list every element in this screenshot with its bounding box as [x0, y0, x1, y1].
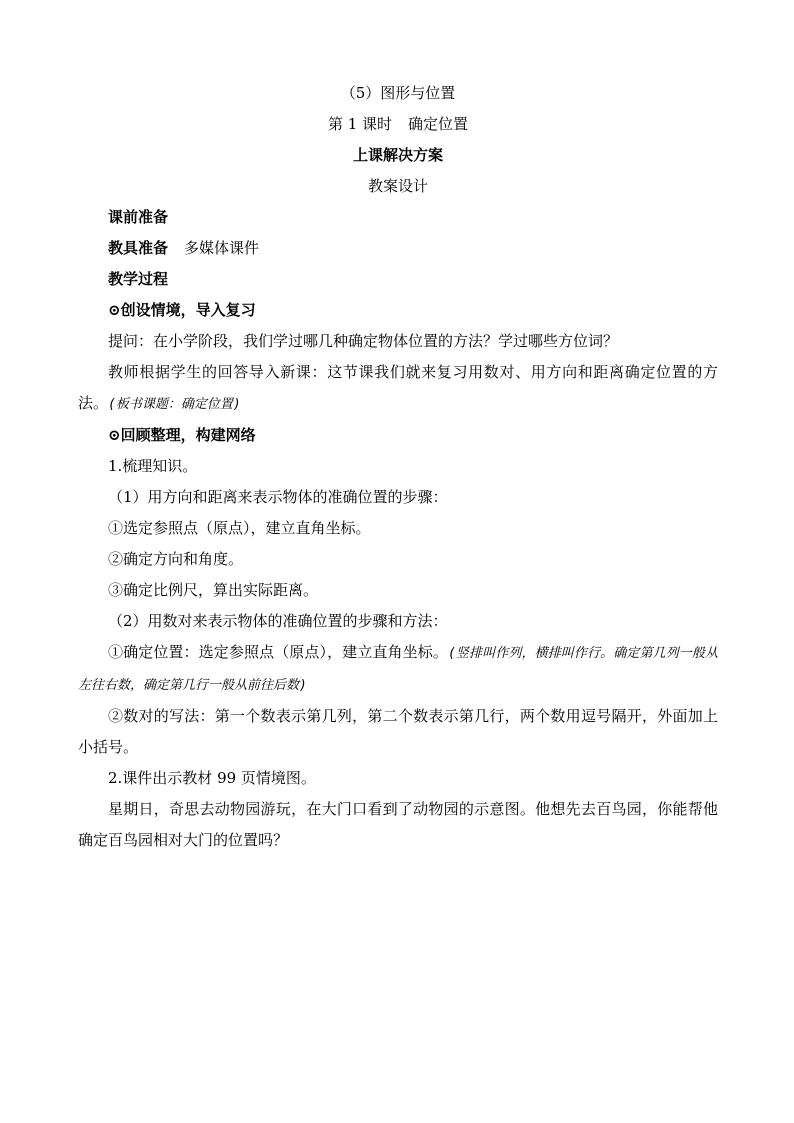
review-pair-1-note: (竖排叫作列，横排叫作行。确定第几列一般从左往右数，确定第几行一般从前往后数) [78, 646, 718, 693]
board-note: (板书课题：确定位置) [108, 397, 241, 412]
lesson-number: 第 1 课时 [327, 115, 393, 133]
review-story: 星期日，奇思去动物园游玩，在大门口看到了动物园的示意图。他想先去百鸟园，你能帮他确定百鸟园相对大门的位置吗？ [78, 800, 718, 849]
review-pair-1-paragraph [78, 637, 718, 701]
review-pair-1-text: ①确定位置：选定参照点（原点），建立直角坐标。 [108, 643, 448, 661]
review-sub-1: （1）用方向和距离来表示物体的准确位置的步骤： [108, 488, 448, 506]
review-item-1: 1.梳理知识。 [108, 457, 198, 475]
intro-teacher-paragraph [78, 357, 718, 420]
design-title: 教案设计 [367, 177, 428, 195]
tools-label: 教具准备 [108, 239, 169, 257]
process-heading: 教学过程 [108, 270, 169, 288]
review-step-3: ③确定比例尺，算出实际距离。 [108, 581, 319, 599]
review-step-1: ①选定参照点（原点），建立直角坐标。 [108, 519, 371, 537]
review-step-2: ②确定方向和角度。 [108, 550, 244, 568]
document-content [78, 78, 718, 856]
review-sub-2: （2）用数对来表示物体的准确位置的步骤和方法： [108, 612, 448, 630]
intro-question: 提问：在小学阶段，我们学过哪几种确定物体位置的方法？学过哪些方位词？ [108, 332, 619, 350]
plan-title: 上课解决方案 [352, 146, 443, 164]
lesson-title-line [78, 109, 718, 140]
unit-title: （5）图形与位置 [340, 84, 456, 102]
intro-teacher-text: 教师根据学生的回答导入新课：这节课我们就来复习用数对、用方向和距离确定位置的方法。 [78, 363, 718, 412]
review-pair-2: ②数对的写法：第一个数表示第几列，第二个数表示第几行，两个数用逗号隔开，外面加上小括号。 [78, 707, 718, 756]
intro-heading: ⊙创设情境，导入复习 [108, 301, 256, 319]
prep-heading: 课前准备 [108, 208, 169, 226]
review-heading: ⊙回顾整理，构建网络 [108, 426, 256, 444]
tools-value: 多媒体课件 [184, 239, 260, 257]
review-item-2: 2.课件出示教材 99 页情境图。 [108, 769, 316, 787]
tools-line [78, 233, 718, 264]
lesson-title: 确定位置 [408, 115, 469, 133]
